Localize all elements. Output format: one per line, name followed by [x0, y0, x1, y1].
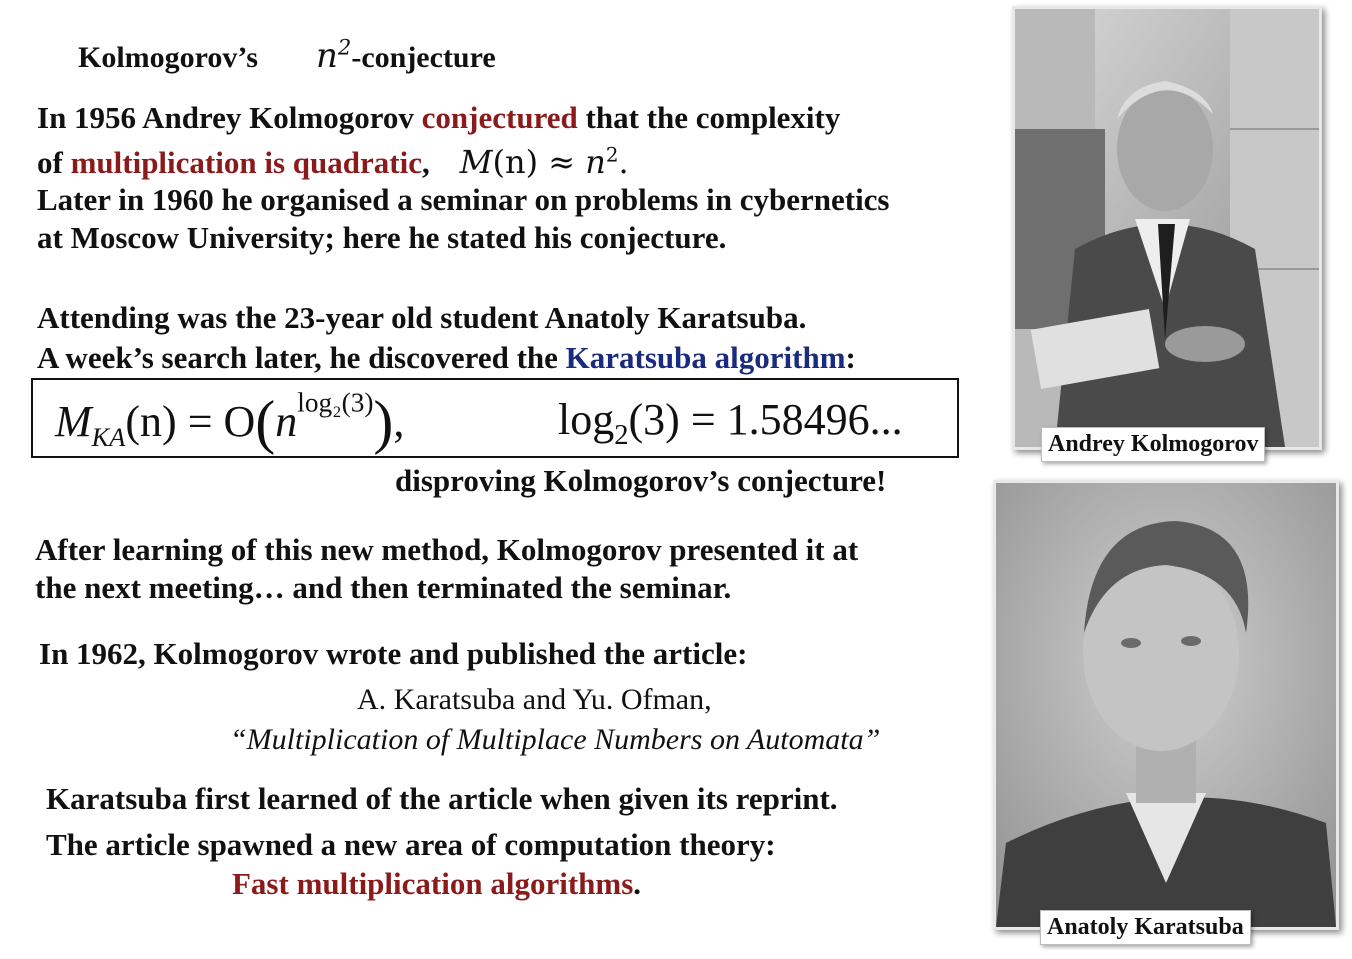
- para3-line2: the next meeting… and then terminated the seminar.: [35, 570, 732, 605]
- para2-line2: [37, 339, 856, 377]
- conjectured-highlight: conjectured: [421, 100, 578, 135]
- quadratic-formula: [460, 143, 629, 181]
- formula-arg: (n) = O: [125, 397, 256, 446]
- slide-title: [78, 36, 496, 76]
- para5-line1: Karatsuba first learned of the article when given its reprint.: [46, 781, 838, 816]
- para3-line1: After learning of this new method, Kolmogorov presented it at: [35, 532, 859, 567]
- karatsuba-complexity: [55, 388, 404, 457]
- para5-line2: The article spawned a new area of computation theory:: [46, 827, 776, 862]
- math-exp: 2: [605, 143, 619, 167]
- formula-comma: ,: [393, 397, 405, 446]
- para2-line1: Attending was the 23-year old student Anatoly Karatsuba.: [37, 300, 807, 335]
- formula-exponent: log₂(3): [297, 387, 374, 418]
- para1-line3: Later in 1960 he organised a seminar on problems in cybernetics: [37, 182, 890, 217]
- karatsuba-portrait-illustration: [996, 483, 1336, 927]
- math-n: n: [585, 143, 606, 181]
- article-title: “Multiplication of Multiplace Numbers on Automata”: [230, 723, 881, 756]
- para1-text: ,: [421, 145, 430, 180]
- para1-line2: [37, 143, 629, 182]
- karatsuba-photo: [993, 480, 1339, 930]
- formula-n: n: [275, 397, 298, 446]
- quadratic-highlight: multiplication is quadratic: [70, 145, 422, 180]
- title-prefix: Kolmogorov’s: [78, 41, 258, 74]
- karatsuba-algorithm-link: Karatsuba algorithm: [565, 340, 846, 375]
- article-authors: A. Karatsuba and Yu. Ofman,: [357, 683, 712, 716]
- para5-line3: [232, 865, 641, 903]
- para1-line1: [37, 99, 840, 137]
- kolmogorov-portrait-illustration: [1015, 9, 1319, 447]
- math-arg: (n): [492, 143, 539, 181]
- para2-text: A week’s search later, he discovered the: [37, 340, 566, 375]
- para5-end: .: [633, 866, 642, 901]
- disproving-line: disproving Kolmogorov’s conjecture!: [395, 463, 887, 498]
- math-M: M: [459, 143, 493, 181]
- karatsuba-caption: Anatoly Karatsuba: [1040, 910, 1251, 945]
- kolmogorov-caption: Andrey Kolmogorov: [1041, 427, 1265, 462]
- math-end: .: [618, 143, 629, 181]
- para4-line1: In 1962, Kolmogorov wrote and published the article:: [39, 636, 748, 671]
- formula-open-paren: (: [255, 389, 276, 455]
- formula-sub: KA: [91, 421, 126, 452]
- para1-line4: at Moscow University; here he stated his conjecture.: [37, 220, 727, 255]
- title-suffix: -conjecture: [351, 41, 496, 74]
- para1-text: In 1956 Andrey Kolmogorov: [37, 100, 422, 135]
- formula-M: M: [55, 397, 92, 446]
- fast-multiplication-highlight: Fast multiplication algorithms: [232, 866, 634, 901]
- log-value: [558, 394, 903, 451]
- para2-text: :: [845, 340, 856, 375]
- log-rest: (3) = 1.58496...: [628, 395, 903, 444]
- title-math-base: n: [316, 36, 338, 76]
- para1-text: of: [37, 145, 71, 180]
- math-approx: ≈: [538, 143, 586, 181]
- kolmogorov-photo: [1012, 6, 1322, 450]
- formula-close-paren: ): [373, 389, 394, 455]
- title-math-exponent: 2: [337, 34, 352, 60]
- log-text: log: [558, 395, 615, 444]
- para1-text: that the complexity: [577, 100, 841, 135]
- log-sub: 2: [614, 419, 629, 451]
- formula-box: [31, 378, 959, 458]
